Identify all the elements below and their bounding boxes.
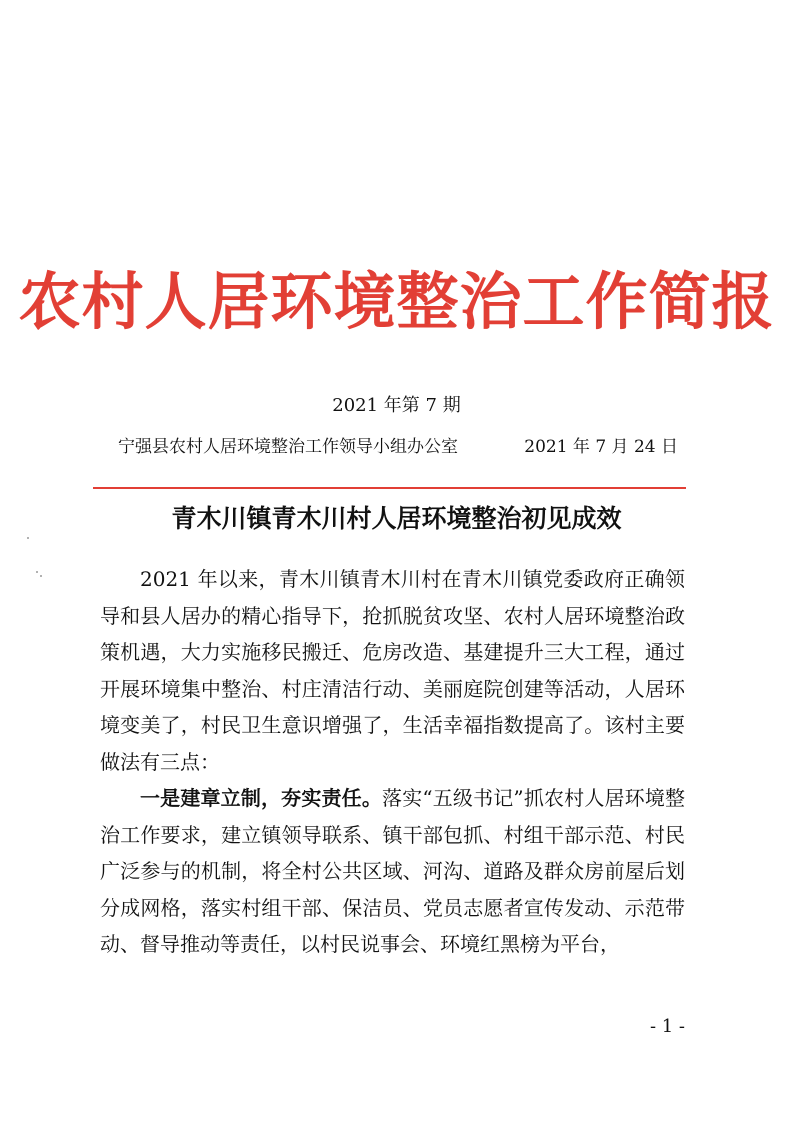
issuer-name: 宁强县农村人居环境整治工作领导小组办公室 [118, 437, 458, 457]
article-body [100, 561, 685, 963]
scan-speck [36, 571, 38, 573]
article-paragraph-intro: 2021 年以来，青木川镇青木川村在青木川镇党委政府正确领导和县人居办的精心指导下，抢抓脱贫攻坚、农村人居环境整治政策机遇，大力实施移民搬迁、危房改造、基建提升三大工程，通过开展环境集中整治、村庄清洁行动、美丽庭院创建等活动，人居环境变美了，村民卫生意识增强了，生活幸福指数提高了。该村主要做法有三点： [100, 567, 685, 774]
issue-number: 2021 年第 7 期 [332, 395, 461, 416]
paragraph-text: 落实“五级书记”抓农村人居环境整治工作要求，建立镇领导联系、镇干部包抓、村组干部示范、村民广泛参与的机制，将全村公共区域、河沟、道路及群众房前屋后划分成网格，落实村组干部、保洁员、党员志愿者宣传发动、示范带动、督导推动等责任，以村民说事会、环境红黑榜为平台， [100, 786, 686, 956]
scan-speck [27, 537, 29, 539]
red-divider [93, 487, 686, 489]
issuer-line [118, 434, 678, 460]
article-paragraph-first-point [100, 780, 685, 963]
masthead-title: 农村人居环境整治工作简报 [18, 265, 775, 338]
page-number: - 1 - [649, 1016, 685, 1037]
scan-speck [40, 575, 42, 577]
issue-date: 2021 年 7 月 24 日 [524, 437, 678, 457]
paragraph-lead: 一是建章立制，夯实责任。 [140, 786, 383, 810]
article-headline: 青木川镇青木川村人居环境整治初见成效 [171, 504, 622, 533]
